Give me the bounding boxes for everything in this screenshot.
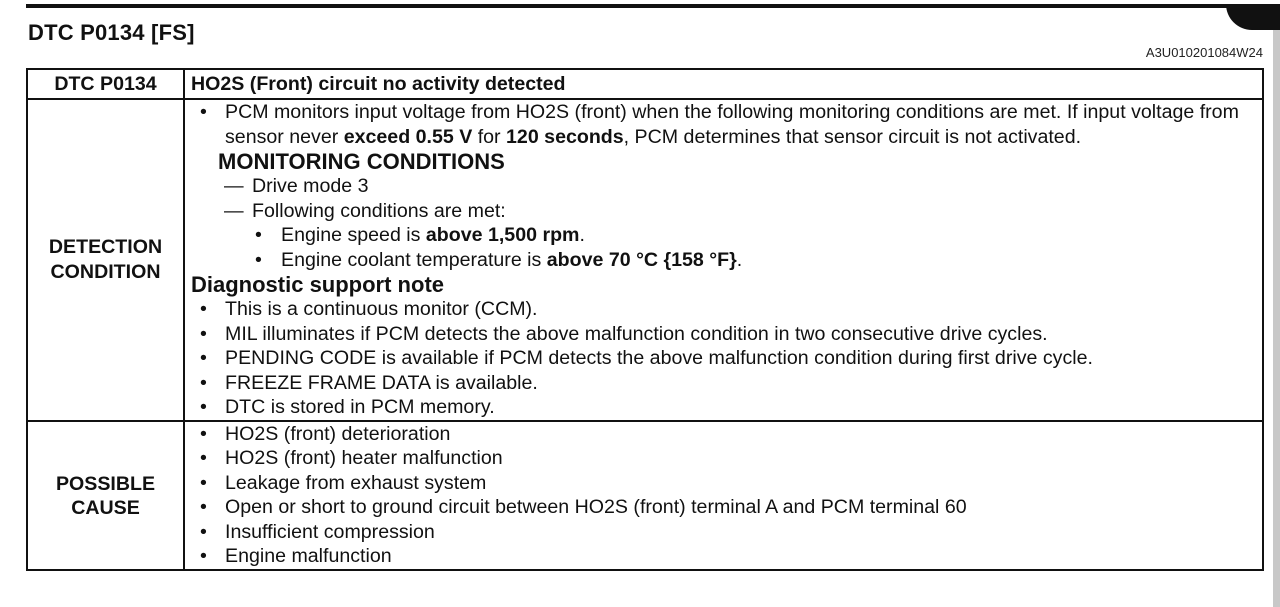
list-item: • Leakage from exhaust system: [191, 471, 1256, 496]
detection-condition-label: [27, 99, 184, 421]
diagnostic-support-heading: Diagnostic support note: [191, 272, 444, 297]
list-item: • This is a continuous monitor (CCM).: [191, 297, 1256, 322]
table-header-row: [27, 69, 1263, 99]
possible-cause-label: [27, 421, 184, 570]
list-item: — Following conditions are met:: [191, 199, 1256, 224]
possible-cause-list: [191, 422, 1256, 569]
condition-punct: .: [579, 224, 585, 246]
dtc-table: [26, 68, 1264, 571]
detection-condition-label-text: DETECTION CONDITION: [48, 236, 163, 283]
list-item: • Insufficient compression: [191, 520, 1256, 545]
list-item: [191, 248, 1256, 273]
detection-condition-row: [27, 99, 1263, 421]
list-item: [191, 223, 1256, 248]
dtc-description-cell: HO2S (Front) circuit no activity detected: [184, 69, 1263, 99]
list-item: • Open or short to ground circuit between HO2S (front) terminal A and PCM terminal 60: [191, 495, 1256, 520]
list-item: • DTC is stored in PCM memory.: [191, 395, 1256, 420]
condition-value: above 1,500 rpm: [425, 224, 580, 246]
document-id: A3U010201084W24: [1145, 45, 1263, 60]
top-rule: [26, 4, 1280, 8]
possible-cause-content: [184, 421, 1263, 570]
page-edge-shadow: [1273, 30, 1280, 607]
list-item: — Drive mode 3: [191, 174, 1256, 199]
list-item: [191, 100, 1256, 149]
dtc-code-cell: DTC P0134: [27, 69, 184, 99]
top-corner-tab: [1226, 4, 1280, 30]
intro-text-3: , PCM determines that sensor circuit is not activated.: [623, 125, 1082, 148]
intro-text-2: for: [472, 125, 507, 148]
monitoring-conditions-heading: MONITORING CONDITIONS: [218, 149, 505, 174]
condition-value: above 70 °C {158 °F}: [546, 248, 737, 271]
condition-text: Engine coolant temperature is: [281, 248, 547, 271]
list-item: • FREEZE FRAME DATA is available.: [191, 371, 1256, 396]
detection-condition-content: [184, 99, 1263, 421]
possible-cause-row: [27, 421, 1263, 570]
diagnostic-support-list: [191, 297, 1256, 420]
intro-voltage-threshold: exceed 0.55 V: [343, 125, 473, 148]
intro-list: [191, 100, 1256, 149]
list-item: • Engine malfunction: [191, 544, 1256, 569]
list-item: • HO2S (front) deterioration: [191, 422, 1256, 447]
list-item: • HO2S (front) heater malfunction: [191, 446, 1256, 471]
monitoring-conditions-list: [191, 174, 1256, 272]
list-item: • MIL illuminates if PCM detects the above malfunction condition in two consecutive drive cycles.: [191, 322, 1256, 347]
page-title: DTC P0134 [FS]: [28, 20, 195, 45]
intro-text-1: PCM monitors input voltage from HO2S (front) when the following monitoring conditions are met. If input voltage from sensor never: [225, 101, 1239, 148]
condition-text: Engine speed is: [281, 224, 426, 246]
list-item: • PENDING CODE is available if PCM detects the above malfunction condition during first drive cycle.: [191, 346, 1256, 371]
intro-duration: 120 seconds: [506, 125, 624, 148]
possible-cause-label-text: POSSIBLE CAUSE: [55, 472, 156, 519]
condition-punct: .: [736, 248, 743, 271]
